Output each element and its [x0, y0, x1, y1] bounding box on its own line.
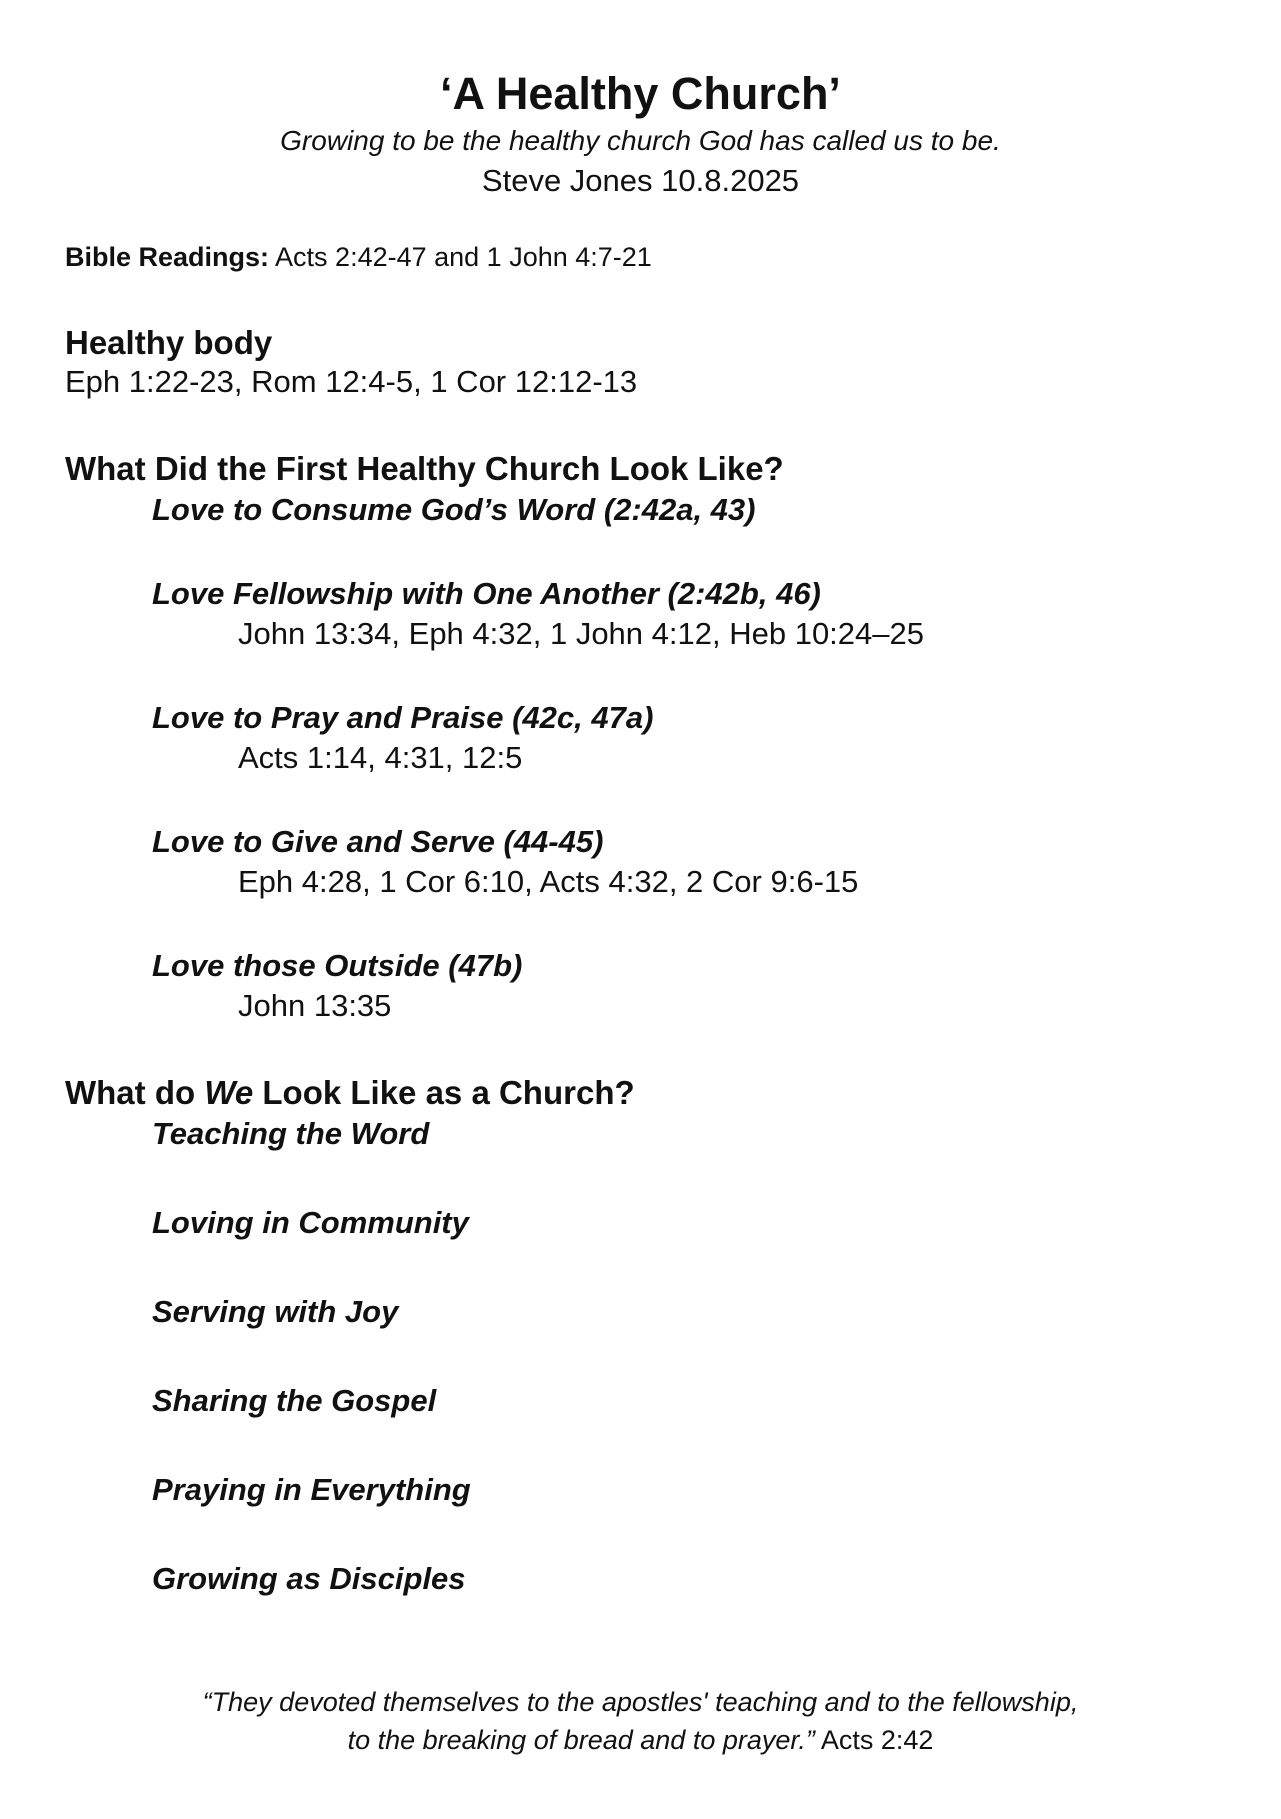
first-church-point: Love to Pray and Praise (42c, 47a) [152, 700, 654, 735]
we-church-point: Loving in Community [152, 1205, 469, 1240]
first-church-point-refs: John 13:34, Eph 4:32, 1 John 4:12, Heb 10:24–25 [238, 616, 924, 651]
quote-reference: Acts 2:42 [814, 1725, 934, 1755]
first-church-point: Love Fellowship with One Another (2:42b, 46) [152, 576, 821, 611]
bible-readings-value: Acts 2:42-47 and 1 John 4:7-21 [269, 242, 652, 272]
first-church-point-refs: John 13:35 [238, 988, 392, 1023]
bible-readings-label: Bible Readings: [65, 242, 270, 272]
page-subtitle: Growing to be the healthy church God has called us to be. [280, 125, 1001, 156]
we-church-point: Teaching the Word [152, 1116, 430, 1151]
first-church-point: Love to Give and Serve (44-45) [152, 824, 604, 859]
page-title: ‘A Healthy Church’ [440, 68, 841, 119]
closing-quote [0, 1683, 1281, 1759]
first-church-point: Love to Consume God’s Word (2:42a, 43) [152, 492, 756, 527]
first-church-point-refs: Acts 1:14, 4:31, 12:5 [238, 740, 523, 775]
we-church-point: Growing as Disciples [152, 1561, 466, 1596]
we-church-point: Sharing the Gospel [152, 1383, 437, 1418]
first-church-point-refs: Eph 4:28, 1 Cor 6:10, Acts 4:32, 2 Cor 9:6-15 [238, 864, 859, 899]
we-church-point: Serving with Joy [152, 1294, 399, 1329]
we-church-point: Praying in Everything [152, 1472, 471, 1507]
bible-readings [65, 240, 652, 274]
healthy-body-refs: Eph 1:22-23, Rom 12:4-5, 1 Cor 12:12-13 [65, 364, 638, 399]
quote-line-2: to the breaking of bread and to prayer.” [347, 1725, 815, 1755]
quote-line-2-wrap [0, 1721, 1281, 1759]
section-heading-we-church [65, 1072, 635, 1114]
first-church-point: Love those Outside (47b) [152, 948, 523, 983]
we-church-heading-end: Look Like as a Church? [253, 1074, 635, 1111]
speaker-date: Steve Jones 10.8.2025 [481, 163, 800, 198]
we-church-heading-emphasis: We [204, 1074, 254, 1111]
we-church-heading-start: What do [65, 1074, 205, 1111]
quote-line-1: “They devoted themselves to the apostles' teaching and to the fellowship, [202, 1687, 1079, 1717]
section-heading-first-church: What Did the First Healthy Church Look Like? [65, 450, 784, 487]
section-heading-healthy-body: Healthy body [65, 324, 273, 361]
